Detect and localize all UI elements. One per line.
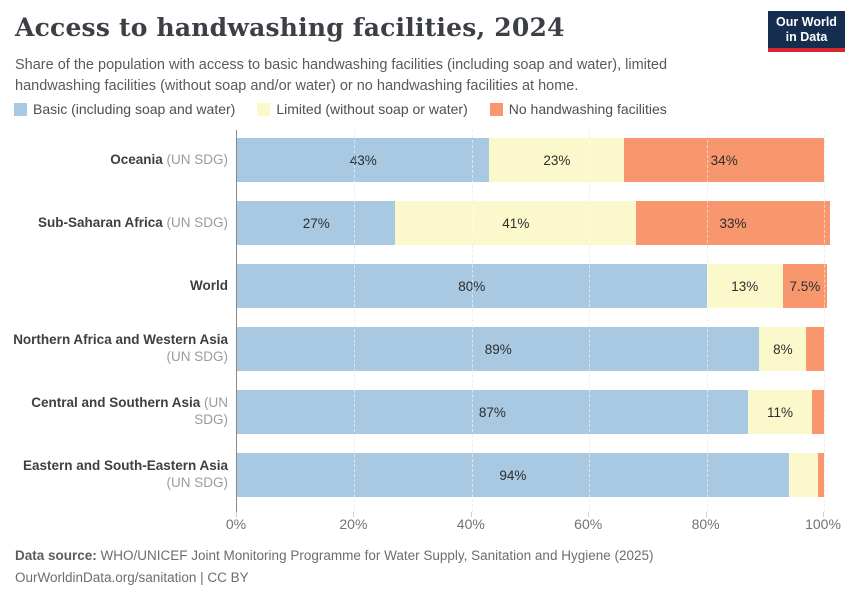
bar-row (237, 201, 830, 245)
bar-segment-limited[interactable] (395, 201, 636, 245)
bar-value-label: 27% (302, 215, 330, 231)
category-suffix: (UN SDG) (166, 475, 228, 490)
gridline-overlay (707, 130, 708, 512)
category-label (0, 138, 228, 182)
owid-logo (768, 11, 845, 52)
owid-logo-line2: in Data (785, 29, 828, 44)
category-label (0, 327, 228, 371)
category-name: Central and Southern Asia (UN SDG) (31, 395, 228, 427)
bar-value-label: 41% (502, 215, 530, 231)
legend-item-1[interactable] (257, 101, 467, 117)
bar-segment-basic[interactable] (237, 201, 395, 245)
category-axis (0, 130, 228, 512)
x-tick-label: 80% (691, 516, 720, 532)
category-suffix: (UN SDG) (166, 349, 228, 364)
bar-value-label: 94% (499, 467, 527, 483)
category-label (0, 264, 228, 308)
bar-segment-limited[interactable] (748, 390, 813, 434)
bar-segment-limited[interactable] (789, 453, 818, 497)
category-name: Eastern and South-Eastern Asia (22, 458, 228, 474)
x-tick-label: 0% (225, 516, 247, 532)
bar-value-label: 8% (773, 341, 793, 357)
x-tick-label: 40% (456, 516, 485, 532)
category-name: Northern Africa and Western Asia (13, 332, 228, 348)
x-tick-label: 20% (339, 516, 368, 532)
bar-segment-none[interactable] (812, 390, 824, 434)
footer (15, 545, 654, 590)
bar-value-label: 43% (349, 152, 377, 168)
gridline-overlay (824, 130, 825, 512)
bar-segment-none[interactable] (624, 138, 824, 182)
legend-label: No handwashing facilities (508, 101, 667, 117)
bar-value-label: 13% (731, 278, 759, 294)
category-name: World (190, 277, 228, 293)
footer-source-text: WHO/UNICEF Joint Monitoring Programme for Water Supply, Sanitation and Hygiene (2025) (96, 548, 654, 563)
bar-row (237, 264, 827, 308)
category-label (0, 453, 228, 497)
bar-value-label: 23% (543, 152, 571, 168)
bar-value-label: 33% (719, 215, 747, 231)
footer-source-line (15, 545, 654, 567)
bar-value-label: 7.5% (789, 278, 821, 294)
bar-segment-limited[interactable] (707, 264, 783, 308)
owid-logo-red-bar (768, 48, 845, 52)
bar-segment-basic[interactable] (237, 327, 759, 371)
bar-value-label: 34% (710, 152, 738, 168)
legend-item-0[interactable] (14, 101, 235, 117)
bar-row (237, 327, 824, 371)
gridline-overlay (354, 130, 355, 512)
chart-subtitle: Share of the population with access to basic handwashing facilities (including soap and water), limited handwashing facilities (without soap and/or water) or no handwashing facilities at home. (15, 57, 668, 94)
gridline-overlay (472, 130, 473, 512)
bar-value-label: 11% (766, 404, 793, 420)
category-name: Sub-Saharan Africa (UN SDG) (37, 214, 228, 230)
bar-segment-none[interactable] (806, 327, 824, 371)
bar-row (237, 138, 824, 182)
bar-segment-limited[interactable] (489, 138, 624, 182)
x-tick-label: 60% (574, 516, 603, 532)
page-title: Access to handwashing facilities, 2024 (15, 13, 565, 42)
category-name: Oceania (UN SDG) (110, 151, 228, 167)
owid-logo-line1: Our World (776, 14, 837, 29)
category-label (0, 201, 228, 245)
bar-value-label: 89% (484, 341, 512, 357)
bar-segment-basic[interactable] (237, 390, 748, 434)
legend-label: Basic (including soap and water) (33, 101, 236, 117)
x-tick-label: 100% (805, 516, 841, 532)
bar-row (237, 390, 824, 434)
legend-label: Limited (without soap or water) (276, 101, 468, 117)
gridline-overlay (589, 130, 590, 512)
category-label (0, 390, 228, 434)
legend (14, 101, 667, 117)
category-suffix: (UN SDG) (194, 395, 228, 427)
bar-segment-basic[interactable] (237, 138, 489, 182)
bar-value-label: 87% (478, 404, 506, 420)
plot-area (236, 130, 824, 512)
category-suffix: (UN SDG) (162, 151, 228, 167)
legend-item-2[interactable] (490, 101, 667, 117)
bar-segment-none[interactable] (783, 264, 827, 308)
category-suffix: (UN SDG) (162, 214, 228, 230)
bar-segment-limited[interactable] (759, 327, 806, 371)
owid-logo-text (768, 11, 845, 48)
legend-swatch-icon (490, 103, 503, 116)
bar-value-label: 80% (458, 278, 486, 294)
legend-swatch-icon (257, 103, 270, 116)
bar-segment-none[interactable] (636, 201, 830, 245)
legend-swatch-icon (14, 103, 27, 116)
footer-source-label: Data source: (15, 548, 97, 563)
footer-license-line: OurWorldinData.org/sanitation | CC BY (15, 570, 249, 586)
bar-row (237, 453, 824, 497)
